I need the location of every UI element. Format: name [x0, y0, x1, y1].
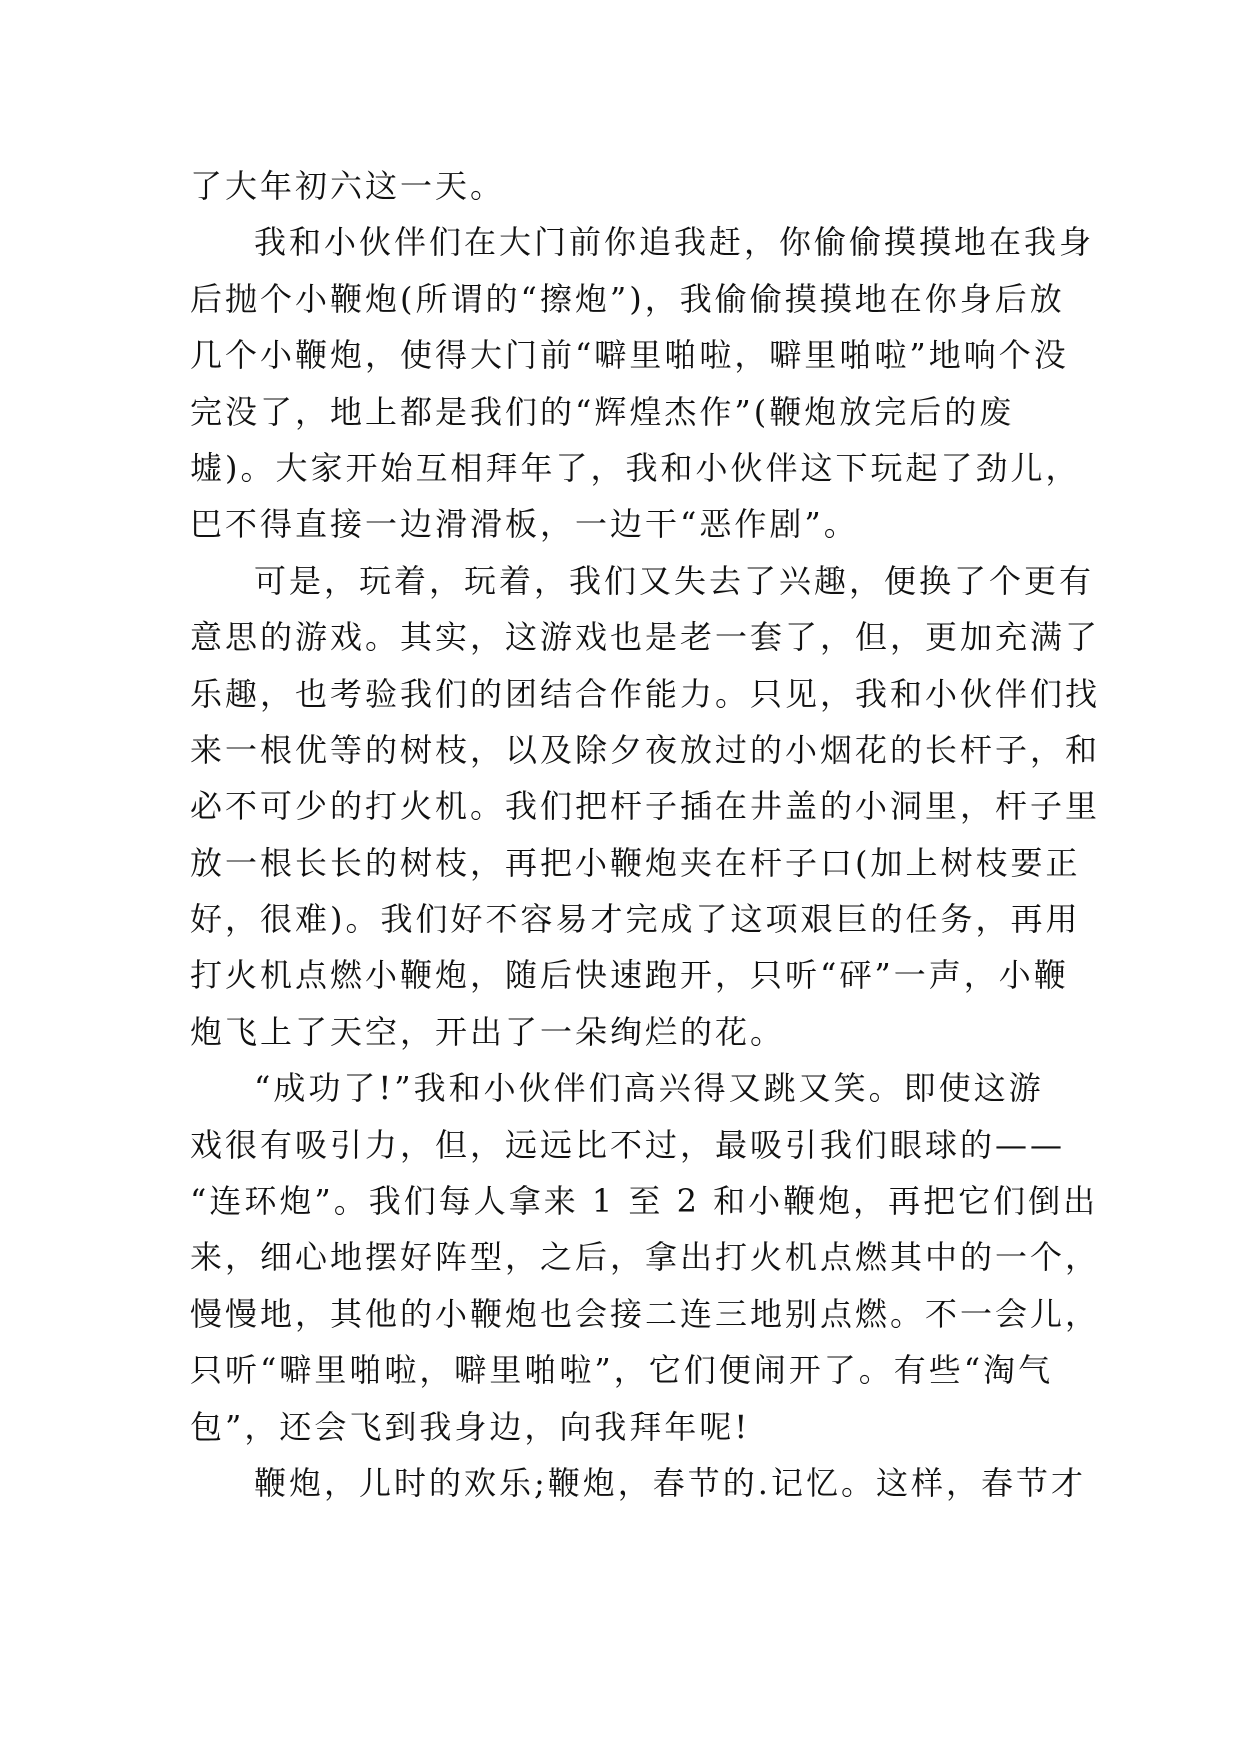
text-line: 完没了，地上都是我们的“辉煌杰作”(鞭炮放完后的废	[190, 392, 1015, 431]
text-line: 戏很有吸引力，但，远远比不过，最吸引我们眼球的——	[190, 1125, 1066, 1164]
text-line: 墟)。大家开始互相拜年了，我和小伙伴这下玩起了劲儿，	[190, 448, 1081, 487]
text-line: 后抛个小鞭炮(所谓的“擦炮”)，我偷偷摸摸地在你身后放	[190, 279, 1065, 318]
text-line: 鞭炮，儿时的欢乐;鞭炮，春节的.记忆。这样，春节才	[254, 1463, 1086, 1502]
text-line: 好，很难)。我们好不容易才完成了这项艰巨的任务，再用	[190, 900, 1081, 939]
text-line: “连环炮”。我们每人拿来 1 至 2 和小鞭炮，再把它们倒出	[190, 1182, 1099, 1221]
text-line: 意思的游戏。其实，这游戏也是老一套了，但，更加充满了	[190, 618, 1101, 657]
text-line: 炮飞上了天空，开出了一朵绚烂的花。	[190, 1012, 786, 1051]
text-line: 巴不得直接一边滑滑板，一边干“恶作剧”。	[190, 505, 859, 544]
text-line: 必不可少的打火机。我们把杆子插在井盖的小洞里，杆子里	[190, 787, 1101, 826]
text-line: 我和小伙伴们在大门前你追我赶，你偷偷摸摸地在我身	[254, 223, 1095, 262]
text-line: 了大年初六这一天。	[190, 167, 506, 205]
text-line: 慢慢地，其他的小鞭炮也会接二连三地别点燃。不一会儿，	[190, 1294, 1101, 1333]
text-line: “成功了!”我和小伙伴们高兴得又跳又笑。即使这游	[254, 1069, 1044, 1108]
body-text	[190, 158, 1101, 1511]
text-line: 来，细心地摆好阵型，之后，拿出打火机点燃其中的一个，	[190, 1238, 1101, 1277]
text-line: 几个小鞭炮，使得大门前“噼里啪啦，噼里啪啦”地响个没	[190, 336, 1069, 375]
text-line: 打火机点燃小鞭炮，随后快速跑开，只听“砰”一声，小鞭	[190, 956, 1069, 995]
text-line: 放一根长长的树枝，再把小鞭炮夹在杆子口(加上树枝要正	[190, 843, 1081, 882]
text-line: 只听“噼里啪啦，噼里啪啦”，它们便闹开了。有些“淘气	[190, 1351, 1054, 1390]
text-line: 包”，还会飞到我身边，向我拜年呢!	[190, 1407, 751, 1446]
text-line: 乐趣，也考验我们的团结合作能力。只见，我和小伙伴们找	[190, 674, 1101, 713]
text-line: 来一根优等的树枝，以及除夕夜放过的小烟花的长杆子，和	[190, 730, 1101, 769]
text-line: 可是，玩着，玩着，我们又失去了兴趣，便换了个更有	[254, 561, 1095, 600]
